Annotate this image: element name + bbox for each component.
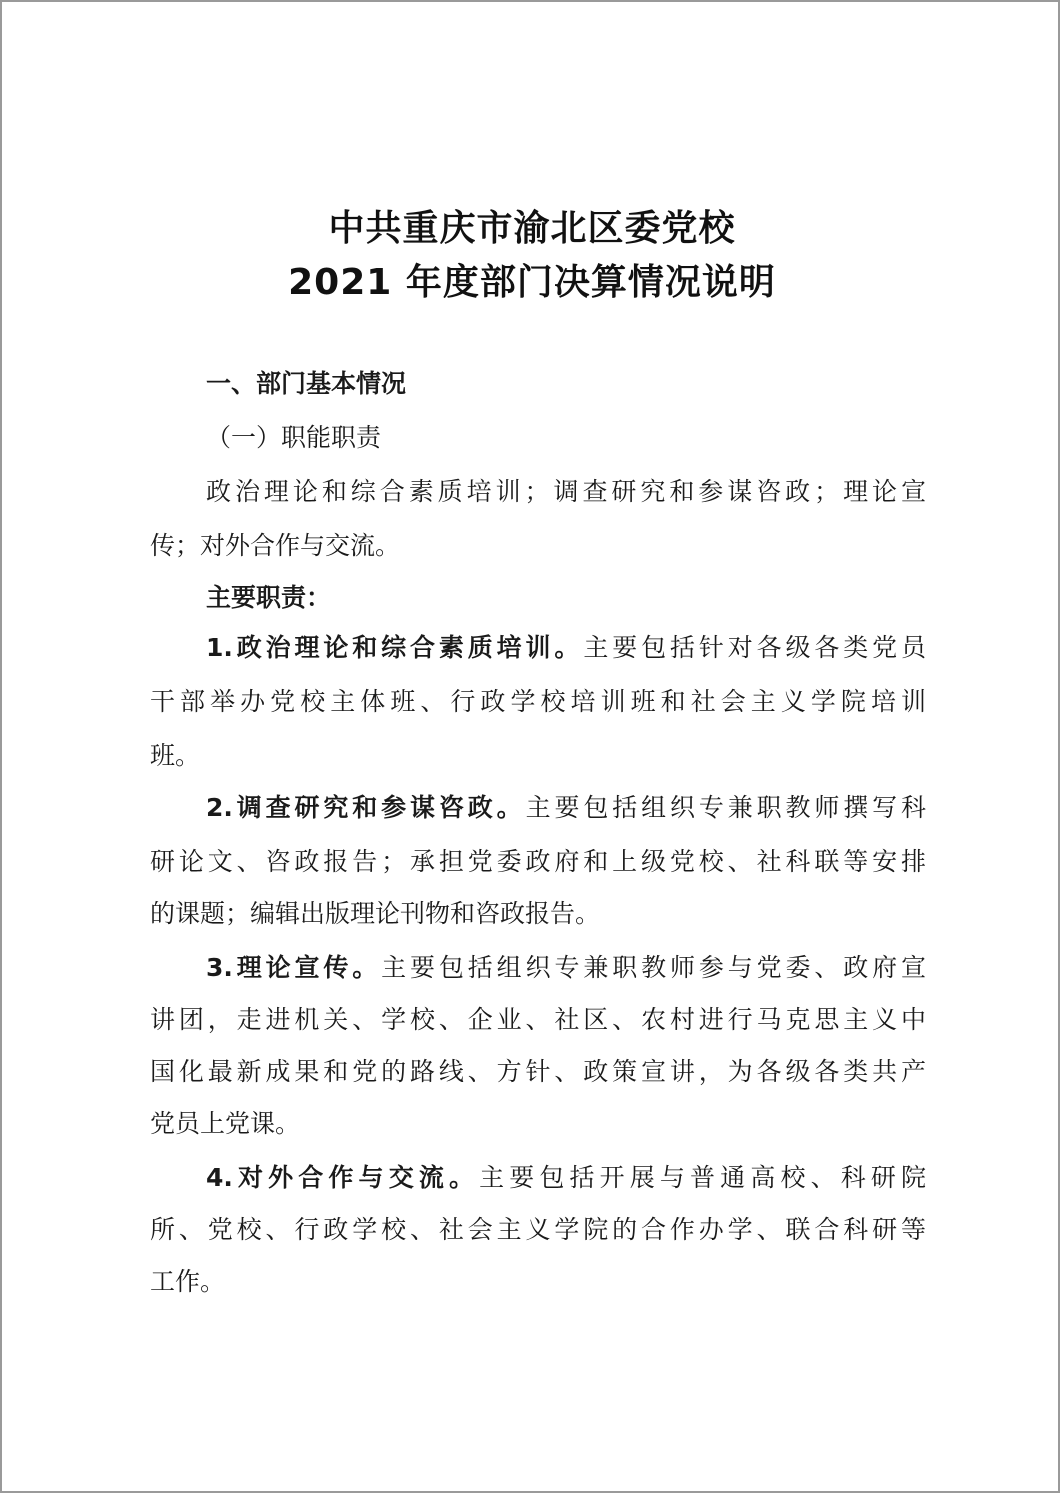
duty-item-2-text: 主要包括组织专兼职教师撰写科 — [525, 793, 926, 822]
paragraph-line: 党员上党课。 — [150, 1109, 301, 1138]
duty-item-3-line — [206, 952, 926, 984]
paragraph-line: 所、党校、行政学校、社会主义学院的合作办学、联合科研等 — [150, 1215, 926, 1244]
duty-item-2-line — [206, 792, 926, 824]
duty-item-1-title: 1.政治理论和综合素质培训。 — [206, 633, 584, 662]
paragraph-line: 干部举办党校主体班、行政学校培训班和社会主义学院培训 — [150, 687, 926, 716]
paragraph-line: 班。 — [150, 741, 201, 770]
paragraph-line: 国化最新成果和党的路线、方针、政策宣讲，为各级各类共产 — [150, 1057, 926, 1086]
document-title-line-1: 中共重庆市渝北区委党校 — [328, 208, 736, 249]
duty-item-1-line — [206, 632, 926, 664]
paragraph-line: 讲团，走进机关、学校、企业、社区、农村进行马克思主义中 — [150, 1005, 926, 1034]
duty-item-4-line — [206, 1162, 926, 1194]
main-duties-label: 主要职责： — [206, 583, 332, 612]
section-heading: 一、部门基本情况 — [206, 369, 407, 398]
duty-item-4-title: 4.对外合作与交流。 — [206, 1163, 480, 1192]
duty-item-3-title: 3.理论宣传。 — [206, 953, 382, 982]
duty-item-2-title: 2.调查研究和参谋咨政。 — [206, 793, 526, 822]
paragraph-line: 工作。 — [150, 1267, 226, 1296]
duty-item-4-text: 主要包括开展与普通高校、科研院 — [479, 1163, 926, 1192]
paragraph-line: 研论文、咨政报告；承担党委政府和上级党校、社科联等安排 — [150, 847, 926, 876]
duty-item-1-text: 主要包括针对各级各类党员 — [583, 633, 926, 662]
paragraph-line: 政治理论和综合素质培训；调查研究和参谋咨政；理论宣 — [206, 477, 926, 506]
document-title-line-2: 2021 年度部门决算情况说明 — [288, 262, 776, 303]
paragraph-line: 传；对外合作与交流。 — [150, 531, 401, 560]
subsection-heading: （一）职能职责 — [206, 423, 382, 452]
duty-item-3-text: 主要包括组织专兼职教师参与党委、政府宣 — [381, 953, 926, 982]
paragraph-line: 的课题；编辑出版理论刊物和咨政报告。 — [150, 899, 601, 928]
